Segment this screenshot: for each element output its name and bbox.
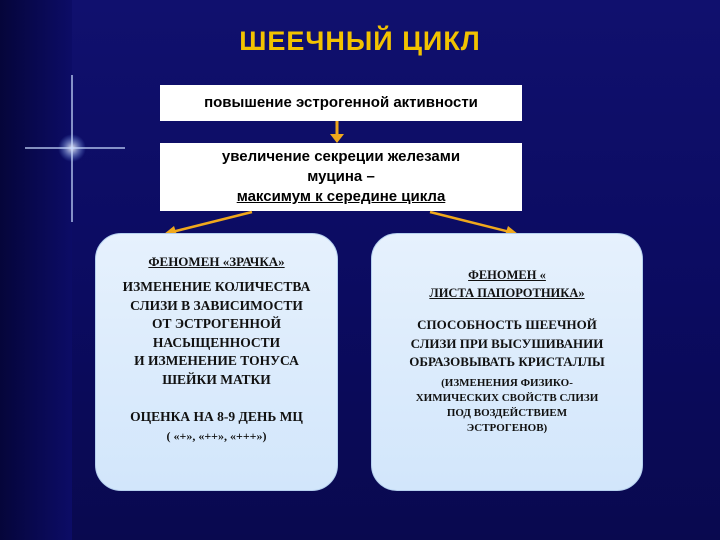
fern-note-line-3: ПОД ВОЗДЕЙСТВИЕМ (446, 406, 568, 419)
fern-phenomenon-body (380, 316, 634, 372)
pupil-phenomenon-panel (95, 233, 338, 491)
mucin-secretion-line-1: увеличение секреции железами (221, 148, 461, 165)
pupil-phenomenon-title: ФЕНОМЕН «ЗРАЧКА» (148, 254, 285, 269)
page-title: ШЕЕЧНЫЙ ЦИКЛ (239, 26, 481, 56)
pupil-scale-text: ( «+», «++», «+++») (166, 429, 267, 443)
pupil-score-text: ОЦЕНКА НА 8-9 ДЕНЬ МЦ (130, 409, 303, 424)
mucin-secretion-line-3: максимум к середине цикла (236, 188, 446, 205)
fern-body-line-2: СЛИЗИ ПРИ ВЫСУШИВАНИИ (410, 335, 604, 351)
pupil-body-line-2: СЛИЗИ В ЗАВИСИМОСТИ (130, 297, 303, 313)
pupil-phenomenon-body (104, 278, 329, 389)
pupil-body-line-1: ИЗМЕНЕНИЕ КОЛИЧЕСТВА (122, 279, 311, 294)
estrogen-activity-box: повышение эстрогенной активности (160, 85, 522, 121)
arrow-right-icon (430, 212, 518, 235)
arrow-left-icon (164, 212, 252, 235)
fern-title-line-1: ФЕНОМЕН « (468, 268, 546, 282)
pupil-body-line-5: И ИЗМЕНЕНИЕ ТОНУСА (134, 353, 299, 368)
fern-body-line-3: ОБРАЗОВЫВАТЬ КРИСТАЛЛЫ (409, 354, 605, 369)
pupil-body-line-4: НАСЫЩЕННОСТИ (152, 334, 281, 350)
fern-phenomenon-panel (371, 233, 643, 491)
fern-phenomenon-title (380, 266, 634, 302)
mucin-secretion-line-2: муцина – (307, 168, 375, 185)
fern-note-line-4: ЭСТРОГЕНОВ) (466, 421, 548, 434)
fern-title-line-2: ЛИСТА ПАПОРОТНИКА» (429, 286, 585, 300)
fern-phenomenon-note (380, 376, 634, 436)
pupil-body-line-3: ОТ ЭСТРОГЕННОЙ (151, 316, 282, 331)
pupil-body-line-6: ШЕЙКИ МАТКИ (162, 371, 271, 387)
fern-note-line-2: ХИМИЧЕСКИХ СВОЙСТВ СЛИЗИ (415, 391, 599, 404)
fern-note-line-1: (ИЗМЕНЕНИЯ ФИЗИКО- (441, 376, 573, 389)
arrow-down-icon (330, 121, 344, 143)
fern-body-line-1: СПОСОБНОСТЬ ШЕЕЧНОЙ (417, 317, 597, 332)
